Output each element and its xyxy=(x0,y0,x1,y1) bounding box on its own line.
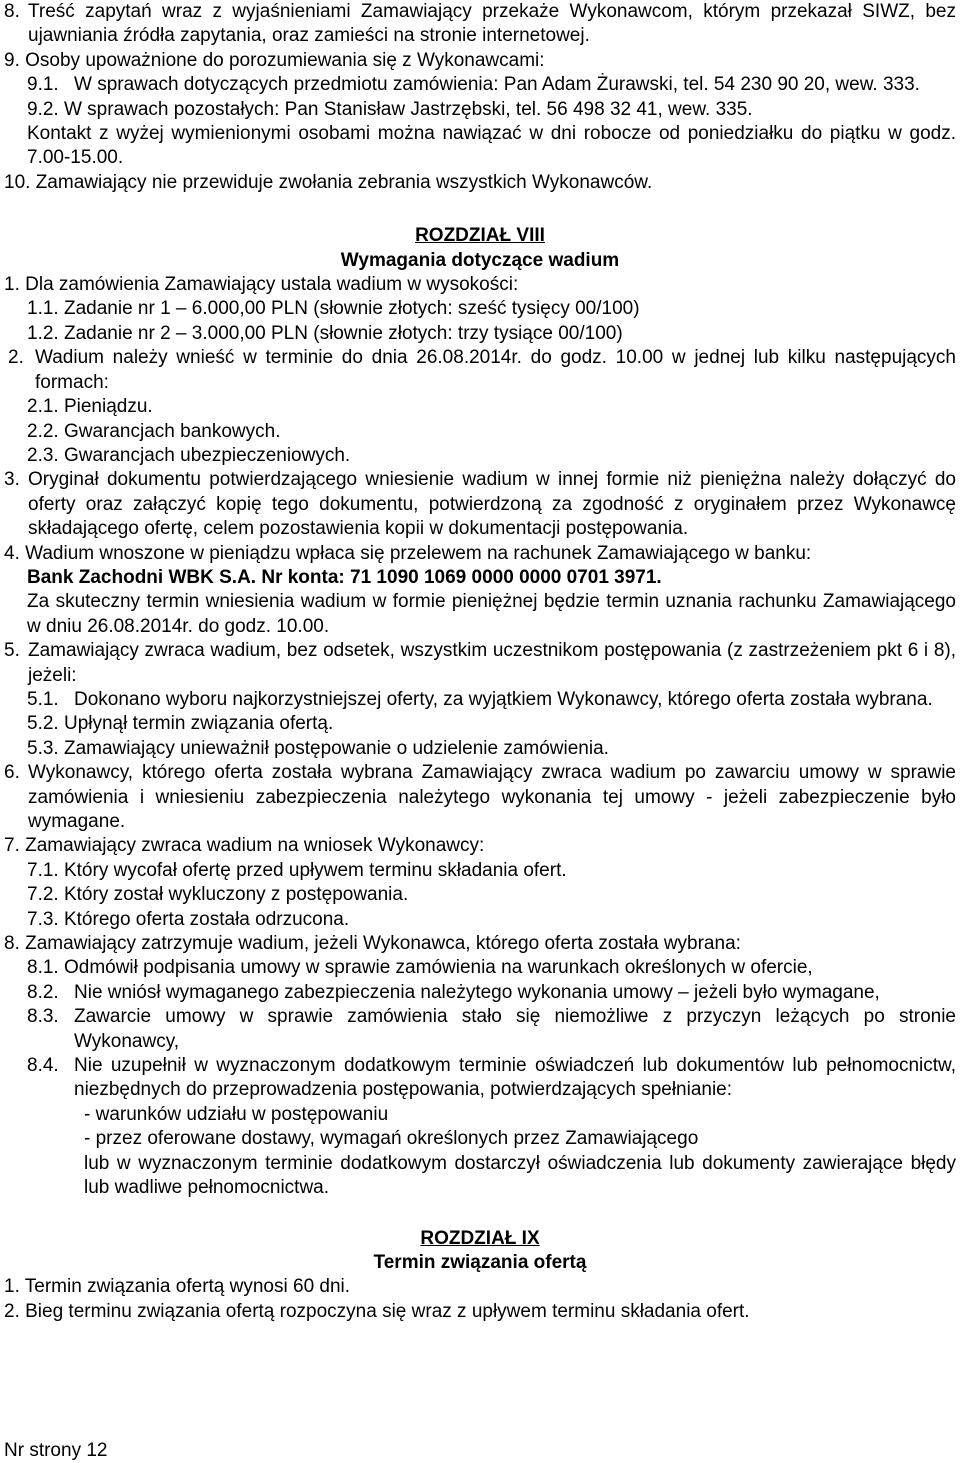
item-text: Nie wniósł wymaganego zabezpieczenia należytego wykonania umowy – jeżeli było wymagane, xyxy=(74,981,880,1003)
chapter-9-subtitle: Termin związania ofertą xyxy=(373,1251,587,1273)
item-number: 8.4. xyxy=(27,1055,59,1077)
ch8-item-8: 8. Zamawiający zatrzymuje wadium, jeżeli Wykonawca, którego oferta została wybrana: xyxy=(4,933,741,955)
ch8-item-2 xyxy=(4,346,956,395)
ch8-item-8-2 xyxy=(4,981,956,1005)
chapter-9-heading xyxy=(4,1227,956,1276)
item-text: Wykonawcy, którego oferta została wybrana Zamawiający zwraca wadium po zawarciu umowy w sprawie zamówienia i wniesieniu zabezpieczenia należytego wykonania tej umowy - jeżeli zabezpieczenie było wymagane. xyxy=(28,762,956,832)
item-number: 8.3. xyxy=(27,1006,59,1028)
ch8-item-1: 1. Dla zamówienia Zamawiający ustala wadium w wysokości: xyxy=(4,274,519,296)
ch8-item-8-4-a: - warunków udziału w postępowaniu xyxy=(84,1103,389,1125)
ch8-item-8-3 xyxy=(4,1005,956,1054)
ch8-item-5-2: 5.2. Upłynął termin związania ofertą. xyxy=(27,713,334,735)
ch8-item-7-2: 7.2. Który został wykluczony z postępowania. xyxy=(27,884,409,906)
page-number: Nr strony 12 xyxy=(4,1440,108,1461)
chapter-8-title: ROZDZIAŁ VIII xyxy=(415,225,545,247)
ch8-item-4-term: Za skuteczny termin wniesienia wadium w formie pieniężnej będzie termin uznania rachunku Zamawiającego w dniu 26.08.2014r. do godz. 10.00. xyxy=(27,591,956,637)
item-text: Wadium należy wnieść w terminie do dnia 26.08.2014r. do godz. 10.00 w jednej lub kilku następujących formach: xyxy=(35,347,956,393)
ch8-item-7-1: 7.1. Który wycofał ofertę przed upływem terminu składania ofert. xyxy=(27,859,567,881)
item-text: Oryginał dokumentu potwierdzającego wniesienie wadium w innej formie niż pieniężna należy dołączyć do oferty oraz załączyć kopię tego dokumentu, potwierdzoną za zgodność z oryginałem przez Wykonawcę składającego ofertę, celem pozostawienia kopii w dokumentacji postępowania. xyxy=(28,469,956,540)
item-number: 8.2. xyxy=(27,981,59,1003)
item-number: 5.1. xyxy=(27,688,59,710)
item-9: 9. Osoby upoważnione do porozumiewania się z Wykonawcami: xyxy=(4,49,545,71)
ch8-item-2-3: 2.3. Gwarancjach ubezpieczeniowych. xyxy=(27,444,351,466)
ch8-item-2-2: 2.2. Gwarancjach bankowych. xyxy=(27,420,281,442)
chapter-8-subtitle: Wymagania dotyczące wadium xyxy=(340,249,620,271)
ch8-item-2-1: 2.1. Pieniądzu. xyxy=(27,396,153,418)
ch8-item-8-4-c: lub w wyznaczonym terminie dodatkowym dostarczył oświadczenia lub dokumenty zawierające błędy lub wadliwe pełnomocnictwa. xyxy=(84,1152,956,1199)
ch8-item-5-3: 5.3. Zamawiający unieważnił postępowanie o udzielenie zamówienia. xyxy=(27,737,609,759)
bank-account: Bank Zachodni WBK S.A. Nr konta: 71 1090 1069 0000 0000 0701 3971. xyxy=(27,566,662,588)
item-text: W sprawach dotyczących przedmiotu zamówienia: Pan Adam Żurawski, tel. 54 230 90 20, wew. 333. xyxy=(74,74,920,96)
ch8-item-7-3: 7.3. Którego oferta została odrzucona. xyxy=(27,908,350,930)
item-9-2: 9.2. W sprawach pozostałych: Pan Stanisław Jastrzębski, tel. 56 498 32 41, wew. 335. xyxy=(27,98,753,120)
ch8-item-7: 7. Zamawiający zwraca wadium na wniosek Wykonawcy: xyxy=(4,835,485,857)
item-text: Dokonano wyboru najkorzystniejszej oferty, za wyjątkiem Wykonawcy, którego oferta została wybrana. xyxy=(74,688,933,710)
ch8-item-5-1 xyxy=(4,688,956,712)
item-9-1 xyxy=(4,73,956,97)
item-10: 10. Zamawiający nie przewiduje zwołania zebrania wszystkich Wykonawców. xyxy=(4,171,653,193)
item-text: Nie uzupełnił w wyznaczonym dodatkowym terminie oświadczeń lub dokumentów lub pełnomocnictw, niezbędnych do przeprowadzenia postępowania, potwierdzających spełnianie: xyxy=(74,1055,956,1101)
item-number: 9.1. xyxy=(27,74,59,96)
item-number: 8. xyxy=(4,1,20,22)
ch8-item-8-4 xyxy=(4,1054,956,1103)
item-number: 2. xyxy=(8,347,24,369)
ch8-item-3 xyxy=(4,468,956,541)
chapter-8-heading xyxy=(4,224,956,273)
ch8-item-8-4-b: - przez oferowane dostawy, wymagań określonych przez Zamawiającego xyxy=(84,1128,699,1150)
ch9-item-2: 2. Bieg terminu związania ofertą rozpoczyna się wraz z upływem terminu składania ofert. xyxy=(4,1300,750,1322)
item-number: 3. xyxy=(4,469,20,491)
item-text: Treść zapytań wraz z wyjaśnieniami Zamawiający przekaże Wykonawcom, którym przekazał SIWZ, bez ujawniania źródła zapytania, oraz zamieści na stronie internetowej. xyxy=(28,1,956,47)
ch9-item-1: 1. Termin związania ofertą wynosi 60 dni. xyxy=(4,1276,351,1298)
item-number: 6. xyxy=(4,762,20,784)
ch8-item-6 xyxy=(4,761,956,834)
ch8-item-1-2: 1.2. Zadanie nr 2 – 3.000,00 PLN (słownie złotych: trzy tysiące 00/100) xyxy=(27,322,623,344)
item-text: Zamawiający zwraca wadium, bez odsetek, wszystkim uczestnikom postępowania (z zastrzeżeniem pkt 6 i 8), jeżeli: xyxy=(28,640,956,686)
ch8-item-1-1: 1.1. Zadanie nr 1 – 6.000,00 PLN (słownie złotych: sześć tysięcy 00/100) xyxy=(27,298,640,320)
item-9-contact: Kontakt z wyżej wymienionymi osobami można nawiązać w dni robocze od poniedziałku do piątku w godz. 7.00-15.00. xyxy=(27,123,956,169)
ch8-item-4: 4. Wadium wnoszone w pieniądzu wpłaca się przelewem na rachunek Zamawiającego w banku: xyxy=(4,542,812,564)
chapter-9-title: ROZDZIAŁ IX xyxy=(420,1227,540,1249)
item-number: 5. xyxy=(4,640,20,662)
ch8-item-5 xyxy=(4,639,956,688)
ch8-item-8-1: 8.1. Odmówił podpisania umowy w sprawie zamówienia na warunkach określonych w ofercie, xyxy=(27,957,813,979)
item-8 xyxy=(4,0,956,49)
item-text: Zawarcie umowy w sprawie zamówienia stało się niemożliwe z przyczyn leżących po stronie Wykonawcy, xyxy=(74,1006,956,1052)
